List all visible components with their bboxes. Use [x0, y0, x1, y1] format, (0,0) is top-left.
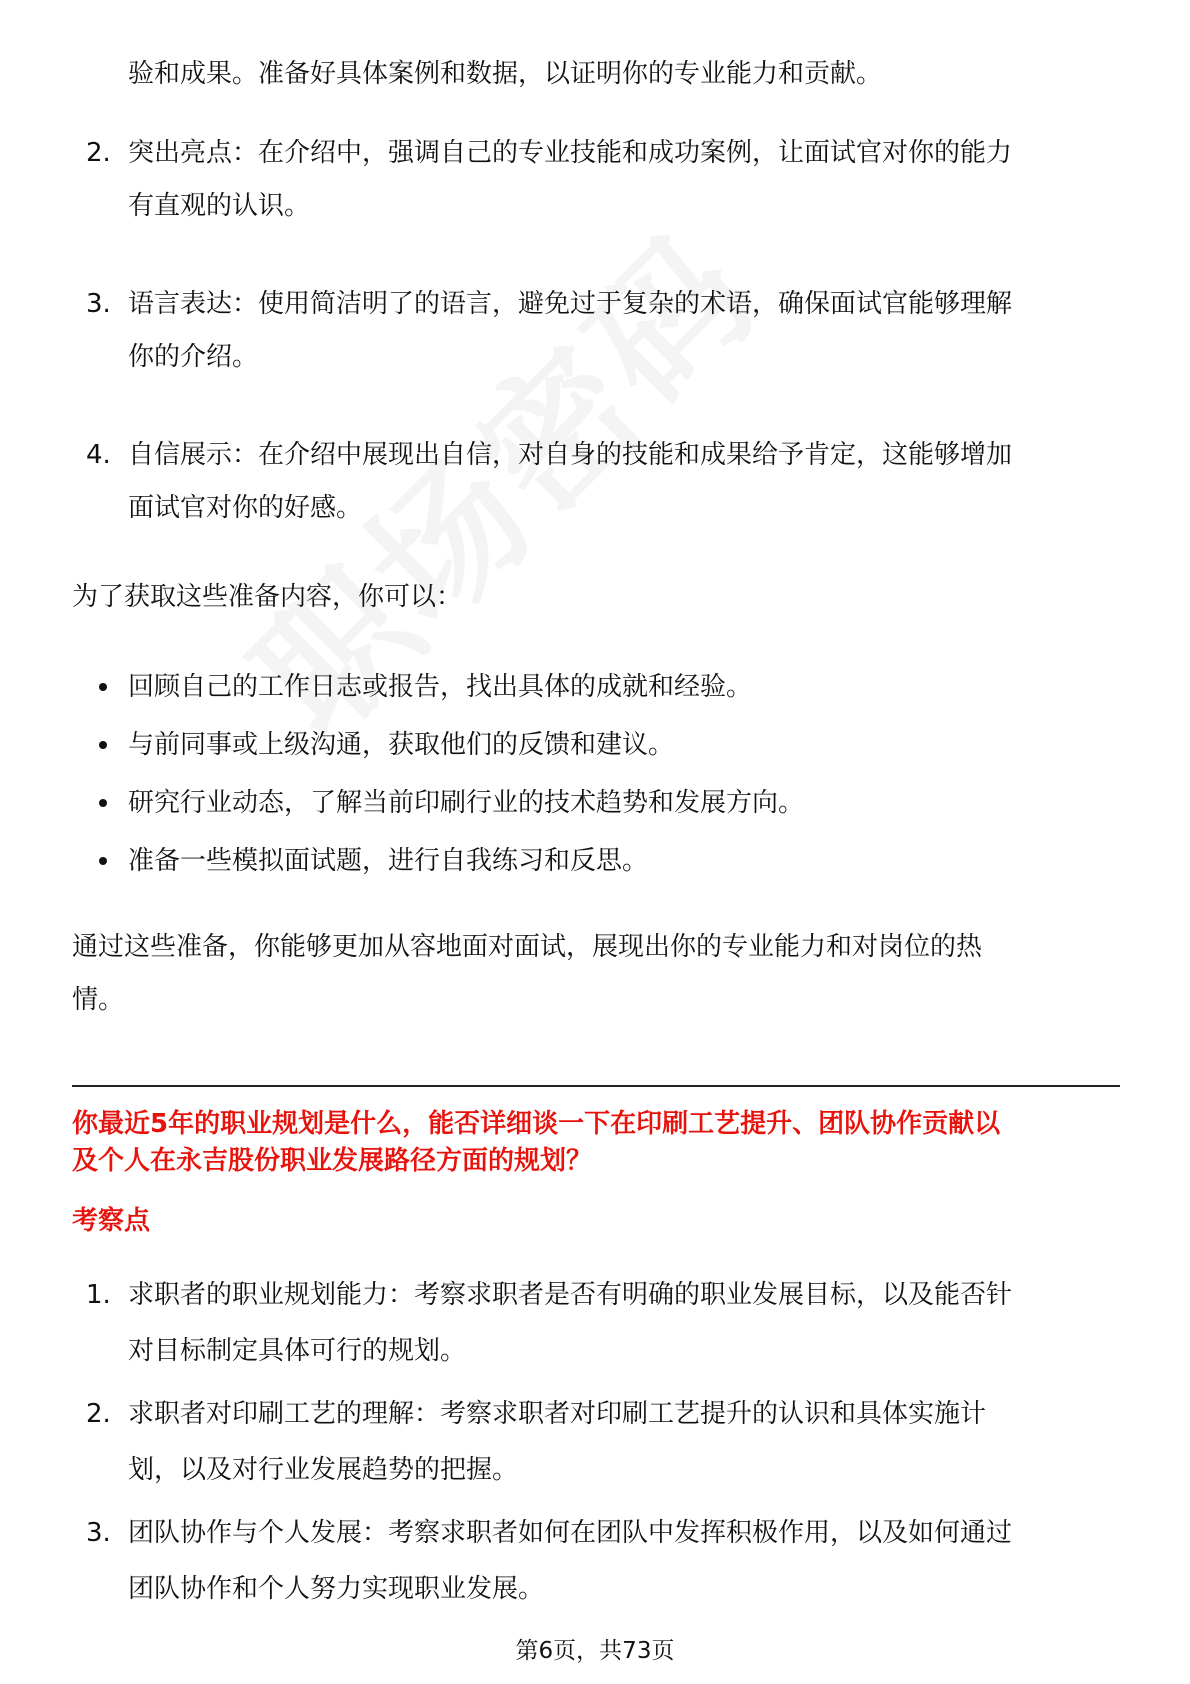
item-text: 求职者对印刷工艺的理解：考察求职者对印刷工艺提升的认识和具体实施计: [128, 1399, 987, 1429]
item-text: 团队协作和个人努力实现职业发展。: [128, 1574, 545, 1604]
bullet-icon: [99, 741, 107, 749]
paragraph-prepare: 为了获取这些准备内容，你可以：: [72, 582, 463, 612]
item-number: 2.: [86, 138, 111, 168]
item-text: 面试官对你的好感。: [128, 493, 363, 523]
item-text: 自信展示：在介绍中展现出自信，对自身的技能和成果给予肯定，这能够增加: [128, 440, 1013, 470]
item-number: 1.: [86, 1280, 111, 1310]
item-text: 团队协作与个人发展：考察求职者如何在团队中发挥积极作用，以及如何通过: [128, 1518, 1013, 1548]
item-text: 对目标制定具体可行的规划。: [128, 1336, 467, 1366]
intro-tail: 验和成果。准备好具体案例和数据，以证明你的专业能力和贡献。: [128, 59, 883, 89]
bullet-icon: [99, 683, 107, 691]
item-number: 2.: [86, 1399, 111, 1429]
item-text: 有直观的认识。: [128, 191, 311, 221]
item-text: 你的介绍。: [128, 342, 259, 372]
item-text: 突出亮点：在介绍中，强调自己的专业技能和成功案例，让面试官对你的能力: [128, 138, 1013, 168]
item-text: 语言表达：使用简洁明了的语言，避免过于复杂的术语，确保面试官能够理解: [128, 289, 1013, 319]
item-number: 4.: [86, 440, 111, 470]
section-title: 考察点: [72, 1206, 151, 1236]
bullet-icon: [99, 799, 107, 807]
paragraph-conclusion: 通过这些准备，你能够更加从容地面对面试，展现出你的专业能力和对岗位的热: [72, 932, 983, 962]
item-text: 划，以及对行业发展趋势的把握。: [128, 1455, 519, 1485]
item-number: 3.: [86, 1518, 111, 1548]
item-text: 准备一些模拟面试题，进行自我练习和反思。: [128, 846, 649, 876]
bullet-icon: [99, 857, 107, 865]
item-text: 与前同事或上级沟通，获取他们的反馈和建议。: [128, 730, 675, 760]
item-text: 回顾自己的工作日志或报告，找出具体的成就和经验。: [128, 672, 753, 702]
item-text: 求职者的职业规划能力：考察求职者是否有明确的职业发展目标，以及能否针: [128, 1280, 1013, 1310]
question-heading: 你最近5年的职业规划是什么，能否详细谈一下在印刷工艺提升、团队协作贡献以: [72, 1109, 1001, 1139]
page-footer: 第6页，共73页: [515, 1638, 675, 1664]
divider: [72, 1085, 1120, 1087]
item-number: 3.: [86, 289, 111, 319]
question-heading: 及个人在永吉股份职业发展路径方面的规划？: [72, 1146, 593, 1176]
item-text: 研究行业动态，了解当前印刷行业的技术趋势和发展方向。: [128, 788, 805, 818]
paragraph-conclusion: 情。: [72, 985, 125, 1015]
